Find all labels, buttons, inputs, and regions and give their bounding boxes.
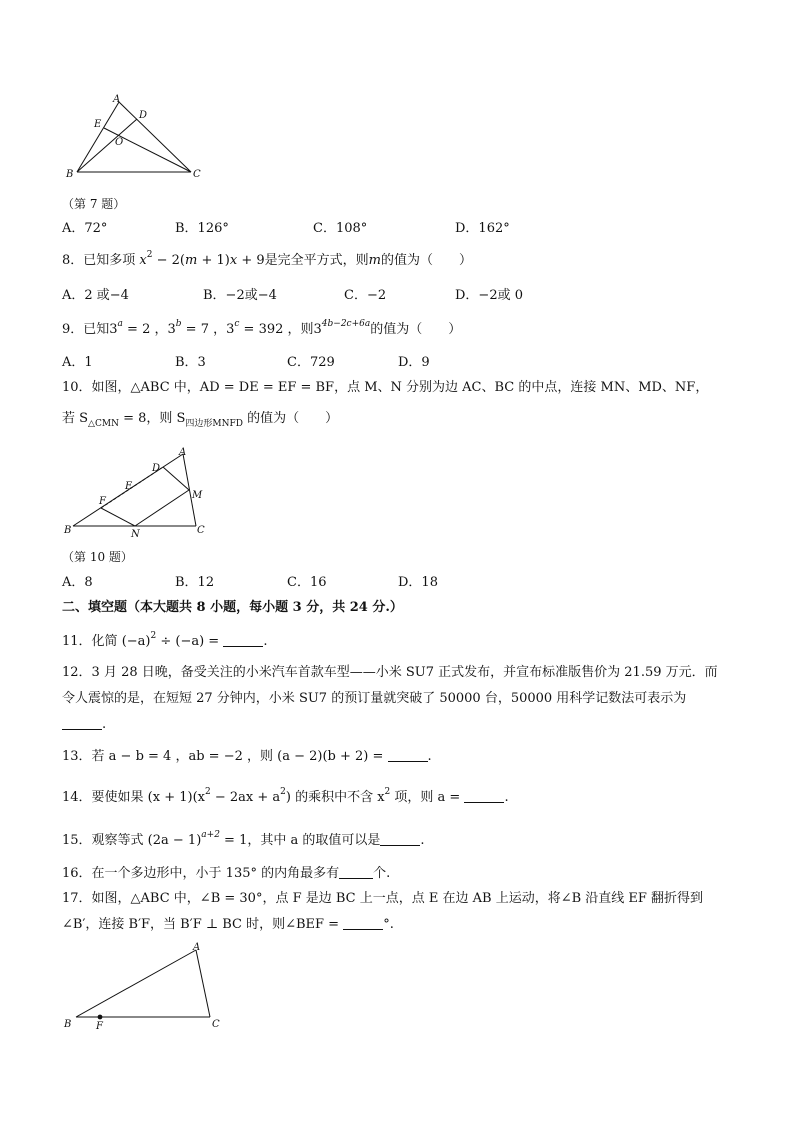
q8-option-a: A．2 或−4 — [62, 288, 129, 303]
question-11: 11．化简 $(-a)^2 \div (-a)$ = . — [62, 631, 268, 649]
q14-answer-blank[interactable] — [464, 790, 504, 803]
q9-option-b: B．3 — [175, 355, 206, 370]
fig7-label-e: E — [94, 119, 102, 130]
fig10-label-f: F — [99, 496, 106, 507]
fig7-side-ac — [119, 102, 191, 172]
question-13: 13．若 a − b = 4 ，ab = −2 ，则 (a − 2)(b + 2) = . — [62, 749, 432, 764]
fig7-label-a: A — [113, 94, 121, 105]
q10-option-a: A．8 — [62, 575, 93, 590]
q8-option-b: B．−2或−4 — [203, 288, 277, 303]
q9-option-c: C．729 — [287, 355, 335, 370]
fig17-point-f — [98, 1015, 103, 1020]
q8-option-d: D．−2或 0 — [455, 288, 523, 303]
question-8-stem: 8．已知多项 $x^2 - 2(m + 1)x + 9$是完全平方式，则m的值为（ ） — [62, 250, 472, 268]
question-10-line-1: 10．如图，△ABC 中，AD = DE = EF = BF，点 M、N 分别为边 AC、BC 的中点，连接 MN、MD、NF， — [62, 380, 709, 395]
question-15: 15．观察等式 $(2a - 1)^{a+2} = 1$，其中 a 的取值可以是 . — [62, 830, 425, 848]
fig10-label-c: C — [197, 525, 205, 536]
fig10-label-d: D — [152, 463, 161, 474]
q7-option-c: C．108° — [313, 221, 368, 236]
fig17-label-a: A — [193, 942, 201, 953]
q8-option-c: C．−2 — [344, 288, 387, 303]
q10-option-c: C．16 — [287, 575, 327, 590]
fig7-segment-bd — [77, 119, 137, 172]
figure-question-10 — [58, 446, 218, 540]
q11-answer-blank[interactable] — [223, 634, 263, 647]
figure-question-17 — [60, 940, 230, 1035]
q12-answer-blank[interactable] — [62, 717, 102, 730]
section-2-heading: 二、填空题（本大题共 8 小题，每小题 3 分，共 24 分.） — [62, 600, 403, 615]
fig10-caption: （第 10 题） — [62, 550, 133, 564]
q7-option-d: D．162° — [455, 221, 510, 236]
figure-question-7 — [58, 92, 218, 184]
fig7-label-d: D — [139, 110, 148, 121]
question-14: 14．要使如果 $(x + 1)(x^2 - 2ax + a^2)$ 的乘积中不含 $x^2$ 项，则 a = . — [62, 787, 509, 805]
q10-option-b: B．12 — [175, 575, 215, 590]
fig7-label-c: C — [193, 169, 201, 180]
fig17-side-ab — [76, 950, 196, 1017]
fig10-label-m: M — [192, 490, 203, 501]
q9-option-a: A．1 — [62, 355, 93, 370]
fig17-side-ac — [196, 950, 210, 1017]
q7-option-b: B．126° — [175, 221, 229, 236]
fig10-label-b: B — [64, 525, 72, 536]
fig7-label-b: B — [66, 169, 74, 180]
question-12-line-3: . — [62, 716, 106, 734]
question-12-line-1: 12．3 月 28 日晚，备受关注的小米汽车首款车型——小米 SU7 正式发布，并宣布标准版售价为 21.59 万元．而 — [62, 665, 718, 680]
fig10-segment-fn — [101, 508, 135, 526]
fig7-label-o: O — [115, 137, 124, 148]
question-12-line-2: 令人震惊的是，在短短 27 分钟内，小米 SU7 的预订量就突破了 50000 台，50000 用科学记数法可表示为 — [62, 691, 687, 706]
q7-option-a: A．72° — [62, 221, 108, 236]
q13-answer-blank[interactable] — [388, 749, 428, 762]
fig17-label-c: C — [212, 1019, 220, 1030]
question-10-line-2: 若 $S_{\triangle CMN} = 8$，则 $S_{四边形MNFD}$ 的值为（ ） — [62, 411, 339, 429]
fig7-side-ab — [77, 102, 119, 172]
q17-answer-blank[interactable] — [343, 917, 383, 930]
fig10-segment-dm — [163, 467, 189, 490]
fig10-segment-mn — [135, 490, 189, 526]
q9-option-d: D．9 — [398, 355, 430, 370]
q10-option-d: D．18 — [398, 575, 438, 590]
fig17-label-b: B — [64, 1019, 72, 1030]
q16-answer-blank[interactable] — [339, 866, 373, 879]
fig10-label-n: N — [131, 529, 140, 540]
question-9-stem: 9．已知$3^a = 2$ ，$3^b = 7$ ，$3^c = 392$ ，则$3^{4b-2c+6a}$的值为（ ） — [62, 319, 462, 337]
question-16: 16．在一个多边形中，小于 135° 的内角最多有 个. — [62, 866, 391, 881]
fig10-label-e: E — [125, 481, 133, 492]
question-17-line-1: 17．如图，△ABC 中，∠B = 30°，点 F 是边 BC 上一点，点 E 在边 AB 上运动，将∠B 沿直线 EF 翻折得到 — [62, 891, 704, 906]
fig17-label-f: F — [96, 1021, 103, 1032]
fig7-caption: （第 7 题） — [62, 197, 126, 211]
fig7-segment-ce — [104, 128, 191, 172]
question-17-line-2: ∠B′，连接 B′F，当 B′F ⊥ BC 时，则∠BEF = °. — [62, 917, 394, 932]
q15-answer-blank[interactable] — [380, 833, 420, 846]
fig10-label-a: A — [179, 447, 187, 458]
